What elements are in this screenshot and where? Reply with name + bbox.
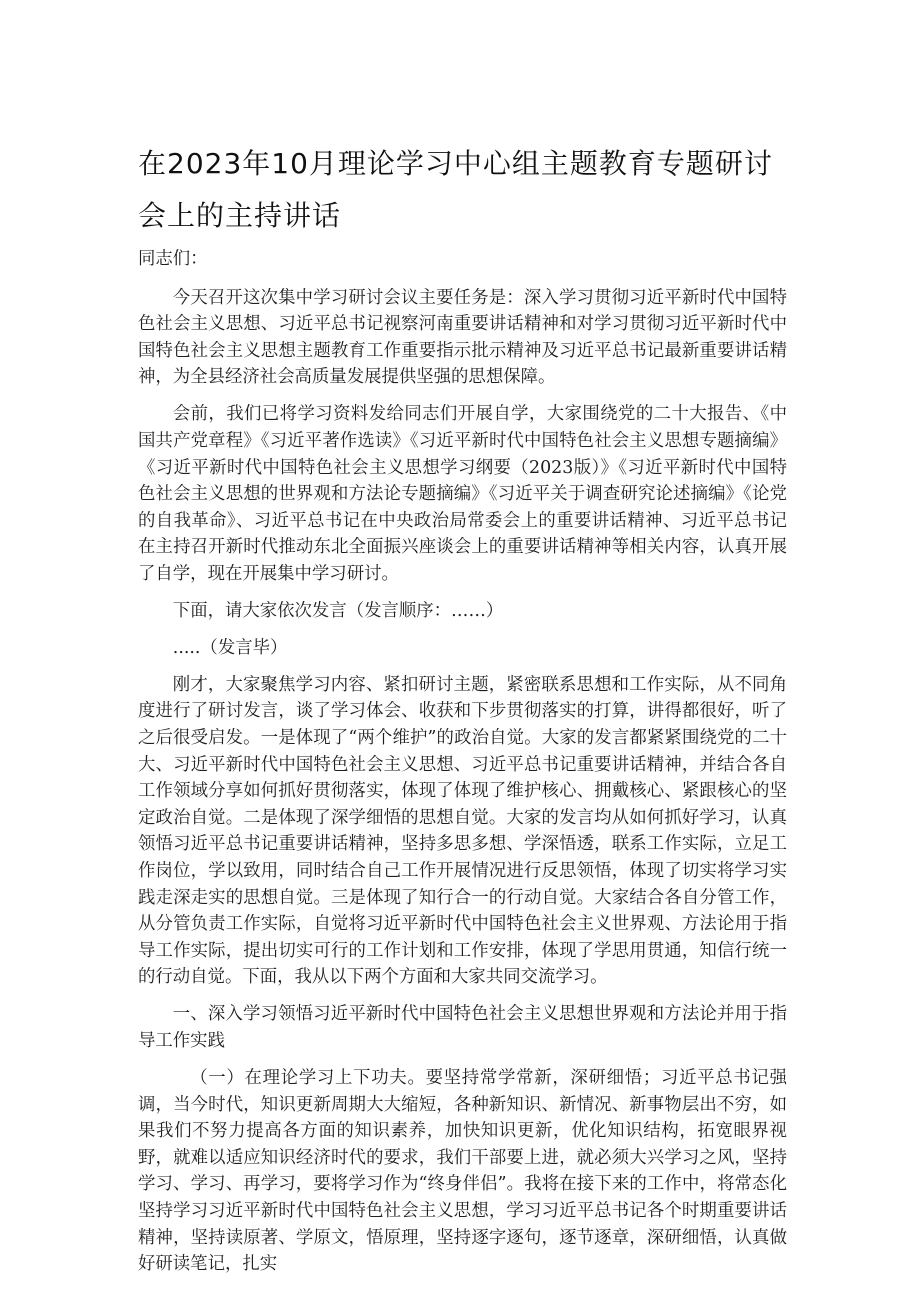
document-body: [138, 246, 787, 1288]
paragraph-purpose: 今天召开这次集中学习研讨会议主要任务是：深入学习贯彻习近平新时代中国特色社会主义思想、习近平总书记视察河南重要讲话精神和对学习贯彻习近平新时代中国特色社会主义思想主题教育工作重要指示批示精神及习近平总书记最新重要讲话精神，为全县经济社会高质量发展提供坚强的思想保障。: [138, 287, 787, 388]
greeting: 同志们：: [138, 249, 208, 269]
section-heading-1: 一、深入学习领悟习近平新时代中国特色社会主义思想世界观和方法论并用于指导工作实践: [138, 1004, 787, 1051]
paragraph-speaking-order: 下面，请大家依次发言（发言顺序：……）: [172, 600, 504, 621]
document-title: 在2023年10月理论学习中心组主题教育专题研讨会上的主持讲话: [138, 147, 773, 232]
paragraph-summary: 刚才，大家聚焦学习内容、紧扣研讨主题，紧密联系思想和工作实际，从不同角度进行了研讨发言，谈了学习体会、收获和下步贯彻落实的打算，讲得都很好，听了之后很受启发。一是体现了“两个维护”的政治自觉。大家的发言都紧紧围绕党的二十大、习近平新时代中国特色社会主义思想、习近平总书记重要讲话精神，并结合各自工作领域分享如何抓好贯彻落实，体现了体现了维护核心、拥戴核心、紧跟核心的坚定政治自觉。二是体现了深学细悟的思想自觉。大家的发言均从如何抓好学习，认真领悟习近平总书记重要讲话精神，坚持多思多想、学深悟透，联系工作实际，立足工作岗位，学以致用，同时结合自己工作开展情况进行反思领悟，体现了切实将学习实践走深走实的思想自觉。三是体现了知行合一的行动自觉。大家结合各自分管工作，从分管负责工作实际，自觉将习近平新时代中国特色社会主义世界观、方法论用于指导工作实际，提出切实可行的工作计划和工作安排，体现了学思用贯通，知信行统一的行动自觉。下面，我从以下两个方面和大家共同交流学习。: [138, 674, 787, 988]
paragraph-preparation: 会前，我们已将学习资料发给同志们开展自学，大家围绕党的二十大报告、《中国共产党章程》《习近平著作选读》《习近平新时代中国特色社会主义思想专题摘编》《习近平新时代中国特色社会主义思想学习纲要（2023版）》《习近平新时代中国特色社会主义思想的世界观和方法论专题摘编》《习近平关于调查研究论述摘编》《论党的自我革命》、习近平总书记在中央政治局常委会上的重要讲话精神、习近平总书记在主持召开新时代推动东北全面振兴座谈会上的重要讲话精神等相关内容，认真开展了自学，现在开展集中学习研讨。: [138, 404, 787, 584]
paragraph-subsection-1: （一）在理论学习上下功夫。要坚持常学常新，深研细悟；习近平总书记强调，当今时代，知识更新周期大大缩短，各种新知识、新情况、新事物层出不穷，如果我们不努力提高各方面的知识素养，加快知识更新，优化知识结构，拓宽眼界视野，就难以适应知识经济时代的要求，我们干部要上进，就必须大兴学习之风，坚持学习、学习、再学习，要将学习作为“终身伴侣”。我将在接下来的工作中，将常态化坚持学习习近平新时代中国特色社会主义思想，学习习近平总书记各个时期重要讲话精神，坚持读原著、学原文，悟原理，坚持逐字逐句，逐节逐章，深研细悟，认真做好研读笔记，扎实: [138, 1067, 787, 1275]
paragraph-speeches-end: .....（发言毕）: [172, 637, 288, 658]
